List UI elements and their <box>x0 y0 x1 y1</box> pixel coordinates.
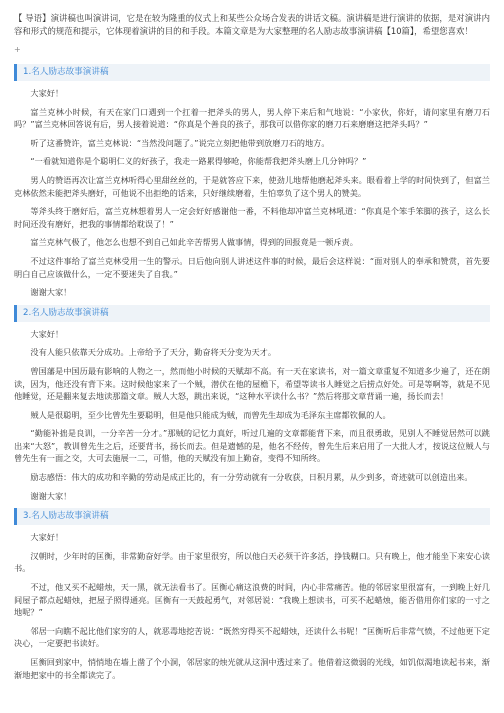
section-2 <box>14 305 490 503</box>
intro-paragraph <box>14 12 490 38</box>
paragraph: 听了这番赞许，富兰克林说：“当然没问题了。”说完立刻把他带到放磨刀石的地方。 <box>30 137 330 148</box>
paragraph: 邻居一向瞧不起比他们家穷的人，就恶毒地挖苦说：“既然穷得买不起蜡烛，还读什么书呢！”匡衡听后非常气愤，不过他更下定决心，一定要把书读好。 <box>14 625 490 649</box>
paragraph: 男人的赞语再次让富兰克林听得心里甜丝丝的，于是就答应下来，使劲儿地帮他磨起斧头来。眼看着上学的时间快到了，但富兰克林依然未能把斧头磨好，可他说不出拒绝的话来，只好继续磨着，生怕辜负了这个男人的赞美。 <box>14 174 490 198</box>
paragraph: 没有人能只依靠天分成功。上帝给予了天分，勤奋将天分变为天才。 <box>30 347 277 358</box>
paragraph: 励志感悟：伟大的成功和辛勤的劳动是成正比的，有一分劳动就有一分收获，日积月累，从少到多，奇迹就可以创造出来。 <box>30 472 473 483</box>
paragraph: “一看就知道你是个聪明仁义的好孩子，我走一路累得够呛，你能帮我把斧头磨上几分钟吗？” <box>30 156 367 167</box>
paragraph: 大家好！ <box>30 88 64 98</box>
intro-dot: + <box>14 45 21 54</box>
paragraph: “勤能补拙是良训，一分辛苦一分才。”那贼的记忆力真好，听过几遍的文章都能背下来，而且很勇敢，见别人不睡觉居然可以跳出来“大怒”，教训曾先生之后，还要背书，扬长而去。但是遗憾的是，他名不经传，曾先生后来启用了一大批人才，按说这位贼人与曾先生有一面之交，大可去施展一二，可惜，他的天赋没有加上勤奋，变得不知所终。 <box>14 428 490 464</box>
paragraph: 富兰克林小时候，有天在家门口遇到一个扛着一把斧头的男人，男人停下来后和气地说：“小家伙，你好，请问家里有磨刀石吗？”富兰克林回答说有后，男人接着说道：“你真是个善良的孩子，那我可以借你家的磨刀石来磨磨这把斧头吗？” <box>14 106 490 130</box>
section-3 <box>14 508 490 681</box>
paragraph: 不过这件事给了富兰克林受用一生的警示。日后他向别人讲述这件事的时候，最后会这样说：“面对别人的奉承和赞赏，首先要明白自己应该做什么，一定不要迷失了自我。” <box>14 255 490 279</box>
paragraph: 贼人是很聪明，至少比曾先生要聪明，但是他只能成为贼，而曾先生却成为毛泽东主席都钦佩的人。 <box>30 409 391 420</box>
paragraph: 大家好！ <box>30 532 64 543</box>
paragraph: 富兰克林气极了，他怎么也想不到自己如此辛苦帮男人做事情，得到的回报竟是一顿斥责。 <box>30 237 358 248</box>
paragraph: 等斧头终于磨好后，富兰克林想着男人一定会好好感谢他一番，不料他却冲富兰克林吼道：“你真是个笨手笨脚的孩子，这么长时间还没有磨好，把我的事情都给耽误了！” <box>14 206 490 229</box>
paragraph: 汉朝时，少年时的匡衡，非常勤奋好学。由于家里很穷，所以他白天必须干许多活，挣钱糊口。只有晚上，他才能坐下来安心读书。 <box>14 550 490 574</box>
section-heading: 2.名人励志故事演讲稿 <box>14 305 490 322</box>
paragraph: 谢谢大家！ <box>30 287 72 298</box>
paragraph: 匡衡回到家中，悄悄地在墙上凿了个小洞，邻居家的烛光就从这洞中透过来了。他借着这微弱的光线，如饥似渴地读起书来，渐渐地把家中的书全都读完了。 <box>14 657 490 680</box>
paragraph: 大家好！ <box>30 328 64 339</box>
section-1 <box>14 64 490 299</box>
paragraph: 曾国藩是中国历最有影响的人物之一，然而他小时候的天赋却不高。有一天在家读书，对一篇文章重复不知道多少遍了，还在朗读，因为，他还没有背下来。这时候他家来了一个贼，潜伏在他的屋檐下，希望等读书人睡觉之后捞点好处。可是等啊等，就是不见他睡觉，还是翻来复去地读那篇文章。贼人大怒，跳出来说，“这种水平读什么书？”然后将那文章背诵一遍，扬长而去！ <box>14 365 490 402</box>
section-heading: 3.名人励志故事演讲稿 <box>14 508 490 525</box>
section-heading: 1.名人励志故事演讲稿 <box>14 64 490 81</box>
intro-tag: 【 导语】 <box>14 13 51 23</box>
intro-text: 演讲稿也叫演讲词，它是在较为隆重的仪式上和某些公众场合发表的讲话文稿。演讲稿是进行演讲的依据，是对演讲内容和形式的规范和提示，它体现着演讲的目的和手段。本篇文章是为大家整理的名人励志故事演讲稿【10篇】，希望您喜欢！ <box>14 13 491 36</box>
paragraph: 谢谢大家！ <box>30 490 72 501</box>
paragraph: 不过，他又买不起蜡烛，天一黑，就无法看书了。匡衡心痛这浪费的时间，内心非常痛苦。他的邻居家里很富有，一到晚上好几间屋子都点起蜡烛，把屋子照得通亮。匡衡有一天鼓起勇气，对邻居说：“我晚上想读书，可买不起蜡烛，能否借用你们家的一寸之地呢？” <box>14 582 490 618</box>
